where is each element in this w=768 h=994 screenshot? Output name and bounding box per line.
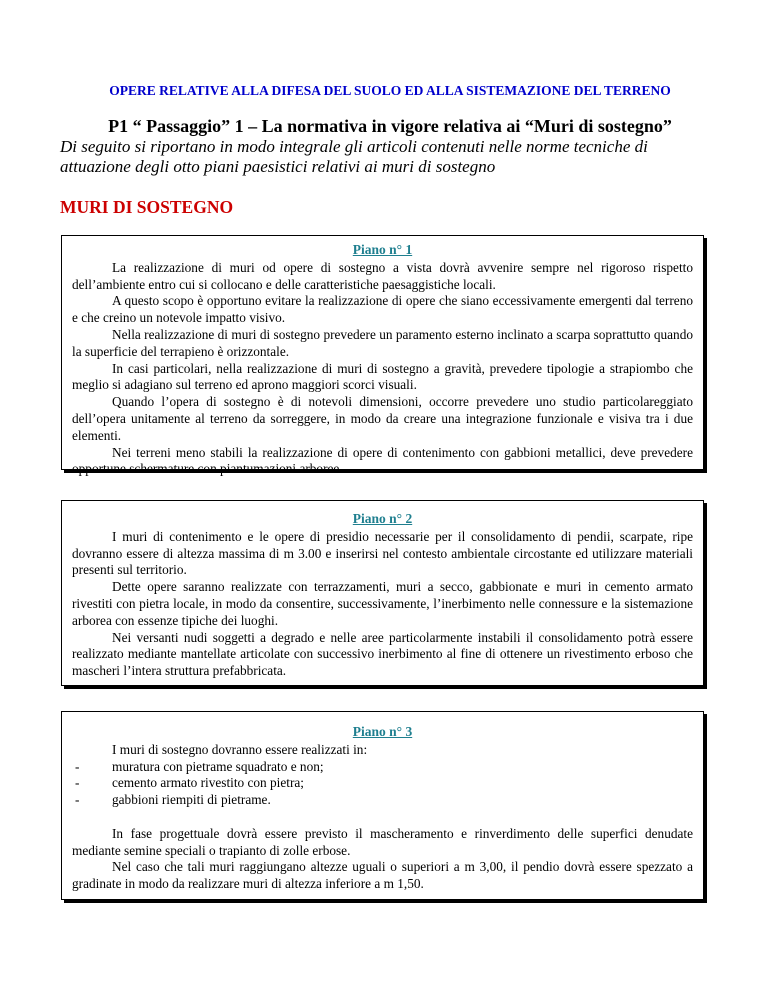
piano-2-title: Piano n° 2 [352, 511, 413, 526]
piano-1-paragraph: A questo scopo è opportuno evitare la realizzazione di opere che siano eccessivamente emergenti dal terreno e che creino un notevole impatto visivo. [72, 293, 693, 326]
list-item [72, 792, 693, 809]
piano-3-paragraph: Nel caso che tali muri raggiungano altezze uguali o superiori a m 3,00, il pendio dovrà essere spezzato a gradinate in modo da realizzare muri di altezza inferiore a m 1,50. [72, 859, 693, 892]
bullet-dash: - [75, 758, 80, 774]
list-item-text: cemento armato rivestito con pietra; [112, 775, 304, 791]
piano-2-paragraph: I muri di contenimento e le opere di presidio necessarie per il consolidamento di pendii, scarpate, ripe dovranno essere di altezza massima di m 3.00 e inserirsi nel contesto ambientale circostante ed utilizzare materiali presenti sul territorio. [72, 528, 693, 578]
list-item [72, 775, 693, 792]
piano-1-paragraph: In casi particolari, nella realizzazione di muri di sostegno a gravità, prevedere tipologie a strapiombo che meglio si adagiano sul terreno ed aprono maggiori scorci visuali. [72, 360, 693, 393]
list-item-text: gabbioni riempiti di pietrame. [112, 792, 271, 808]
section-title: MURI DI SOSTEGNO [60, 197, 234, 217]
document-main-title: OPERE RELATIVE ALLA DIFESA DEL SUOLO ED ALLA SISTEMAZIONE DEL TERRENO [109, 83, 671, 98]
bullet-dash: - [75, 775, 80, 791]
paragraph-spacer [72, 809, 693, 826]
piano-3-box [61, 711, 704, 900]
document-subtitle: P1 “ Passaggio” 1 – La normativa in vigore relativa ai “Muri di sostegno” [108, 116, 672, 136]
piano-1-paragraph: Nei terreni meno stabili la realizzazione di opere di contenimento con gabbioni metallici, deve prevedere opportune schermature con piantumazioni arboree. [72, 444, 693, 477]
piano-3-lead: I muri di sostegno dovranno essere realizzati in: [112, 741, 368, 757]
piano-3-title: Piano n° 3 [352, 724, 413, 739]
piano-1-paragraph: La realizzazione di muri od opere di sostegno a vista dovrà avvenire sempre nel rigoroso rispetto dell’ambiente entro cui si collocano e delle caratteristiche paesaggistiche locali. [72, 259, 693, 292]
list-item [72, 759, 693, 776]
piano-3-list [72, 759, 693, 809]
piano-1-paragraph: Nella realizzazione di muri di sostegno prevedere un paramento esterno inclinato a scarpa soprattutto quando la superficie del terrapieno è orizzontale. [72, 326, 693, 359]
piano-2-paragraph: Nei versanti nudi soggetti a degrado e nelle aree particolarmente instabili il consolidamento potrà essere realizzato mediante mantellate articolate con successivo inerbimento al fine di ottenere un rivestimento erboso che mascheri l’intera struttura prefabbricata. [72, 629, 693, 679]
list-item-text: muratura con pietrame squadrato e non; [112, 758, 324, 774]
piano-2-paragraph: Dette opere saranno realizzate con terrazzamenti, muri a secco, gabbionate e muri in cemento armato rivestiti con pietra locale, in modo da consentire, successivamente, l’inerbimento nelle connessure e la sistemazione arborea con essenze tipiche dei luoghi. [72, 579, 693, 628]
piano-3-paragraph: In fase progettuale dovrà essere previsto il mascheramento e rinverdimento delle superfici denudate mediante semine speciali o trapianto di zolle erbose. [72, 825, 693, 858]
bullet-dash: - [75, 792, 80, 808]
piano-2-box [61, 500, 704, 686]
piano-1-box [61, 235, 704, 477]
piano-1-paragraph: Quando l’opera di sostegno è di notevoli dimensioni, occorre prevedere uno studio particolareggiato dell’opera unitamente al terreno da sorreggere, in modo da creare una integrazione funzionale e visiva tra i due elementi. [72, 394, 693, 443]
piano-1-title: Piano n° 1 [352, 242, 413, 257]
document-intro: Di seguito si riportano in modo integrale gli articoli contenuti nelle norme tecniche di attuazione degli otto piani paesistici relativi ai muri di sostegno [60, 137, 648, 176]
